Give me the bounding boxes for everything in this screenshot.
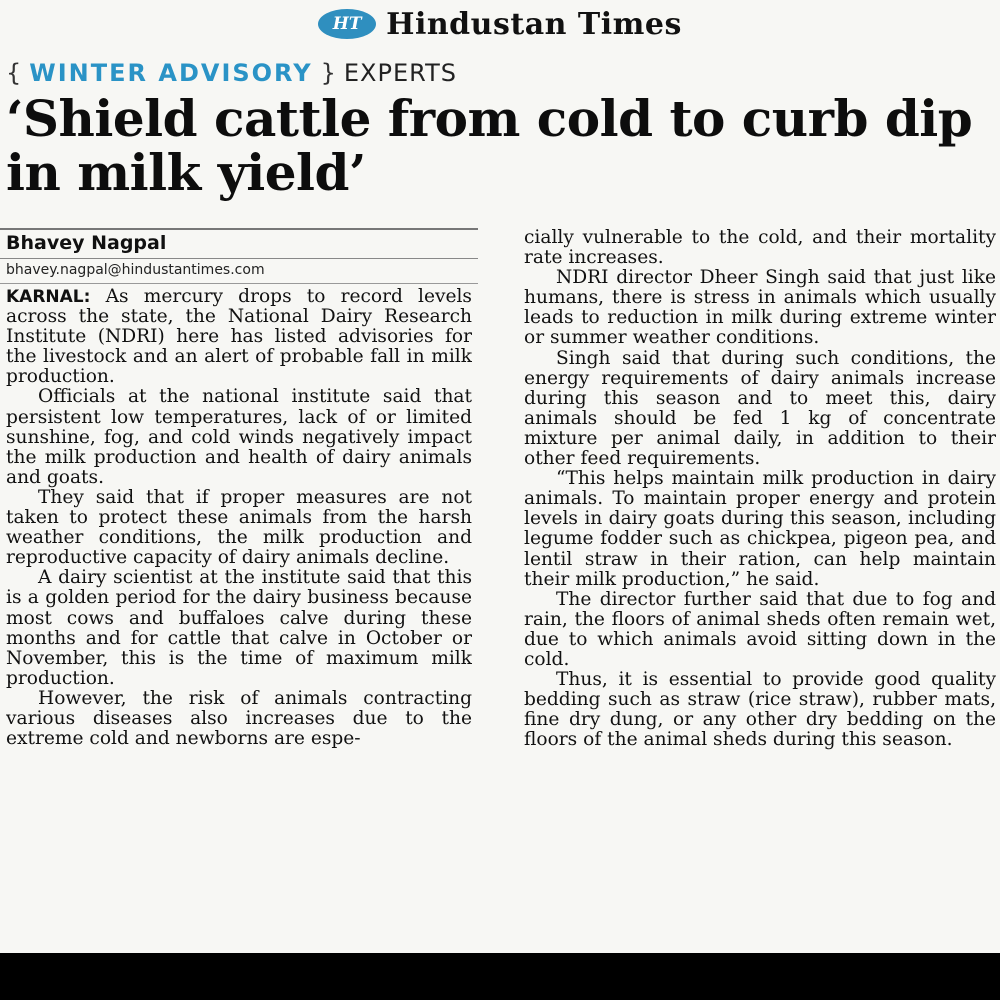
- article-paragraph: cially vulnerable to the cold, and their mortality rate increases.: [524, 228, 996, 269]
- article-paragraph: KARNAL: As mercury drops to record levels across the state, the National Dairy Research Institute (NDRI) here has listed advisories for the livestock and an alert of probable fall in milk production.: [6, 287, 472, 388]
- byline-rule-top: [0, 228, 478, 230]
- article-paragraph: They said that if proper measures are not taken to protect these animals from the harsh weather conditions, the milk production and reproductive capacity of dairy animals decline.: [6, 486, 472, 569]
- article-paragraph: Singh said that during such conditions, the energy requirements of dairy animals increase during this season and to meet this, dairy animals should be fed 1 kg of concentrate mixture per animal daily, in addition to their other feed requirements.: [524, 347, 996, 470]
- article-paragraph: “This helps maintain milk production in dairy animals. To maintain proper energy and protein levels in dairy goats during this season, including legume fodder such as chickpea, pigeon pea, and lentil straw in their ration, can help maintain their milk production,” he said.: [524, 468, 996, 590]
- article-paragraph: A dairy scientist at the institute said that this is a golden period for the dairy business because most cows and buffaloes calve during these months and for cattle that calve in October or November, this is the time of maximum milk production.: [6, 567, 472, 689]
- article-paragraph: Officials at the national institute said that persistent low temperatures, lack of or limited sunshine, fog, and cold winds negatively impact the milk production and health of dairy animals and goats.: [6, 386, 472, 488]
- article-column-left: [6, 287, 472, 953]
- bottom-black-bar: [0, 953, 1000, 1000]
- article-paragraph: However, the risk of animals contracting various diseases also increases due to the extreme cold and newborns are espe-: [6, 687, 472, 750]
- section-kicker: [6, 56, 457, 90]
- ht-logo: HT: [318, 9, 376, 39]
- kicker-close-brace: }: [320, 59, 336, 87]
- byline-rule-bottom: [0, 283, 478, 284]
- article-column-right: [524, 228, 996, 953]
- article-paragraph: Thus, it is essential to provide good quality bedding such as straw (rice straw), rubber mats, fine dry dung, or any other dry bedding on the floors of the animal sheds during this season.: [524, 669, 996, 751]
- byline-email: bhavey.nagpal@hindustantimes.com: [6, 262, 265, 278]
- byline-rule-middle: [0, 258, 478, 259]
- article-paragraph: The director further said that due to fog and rain, the floors of animal sheds often remain wet, due to which animals avoid sitting down in the cold.: [524, 588, 996, 670]
- masthead: [0, 4, 1000, 44]
- newspaper-name: Hindustan Times: [386, 6, 682, 42]
- kicker-section: EXPERTS: [343, 59, 457, 87]
- article-paragraph: NDRI director Dheer Singh said that just like humans, there is stress in animals which usually leads to reduction in milk during extreme winter or summer weather conditions.: [524, 267, 996, 349]
- dateline: KARNAL:: [6, 287, 91, 307]
- article-headline: ‘Shield cattle from cold to curb dip in milk yield’: [6, 89, 973, 202]
- kicker-open-brace: {: [6, 59, 22, 87]
- kicker-advisory: WINTER ADVISORY: [29, 59, 313, 87]
- byline-author: Bhavey Nagpal: [6, 232, 167, 254]
